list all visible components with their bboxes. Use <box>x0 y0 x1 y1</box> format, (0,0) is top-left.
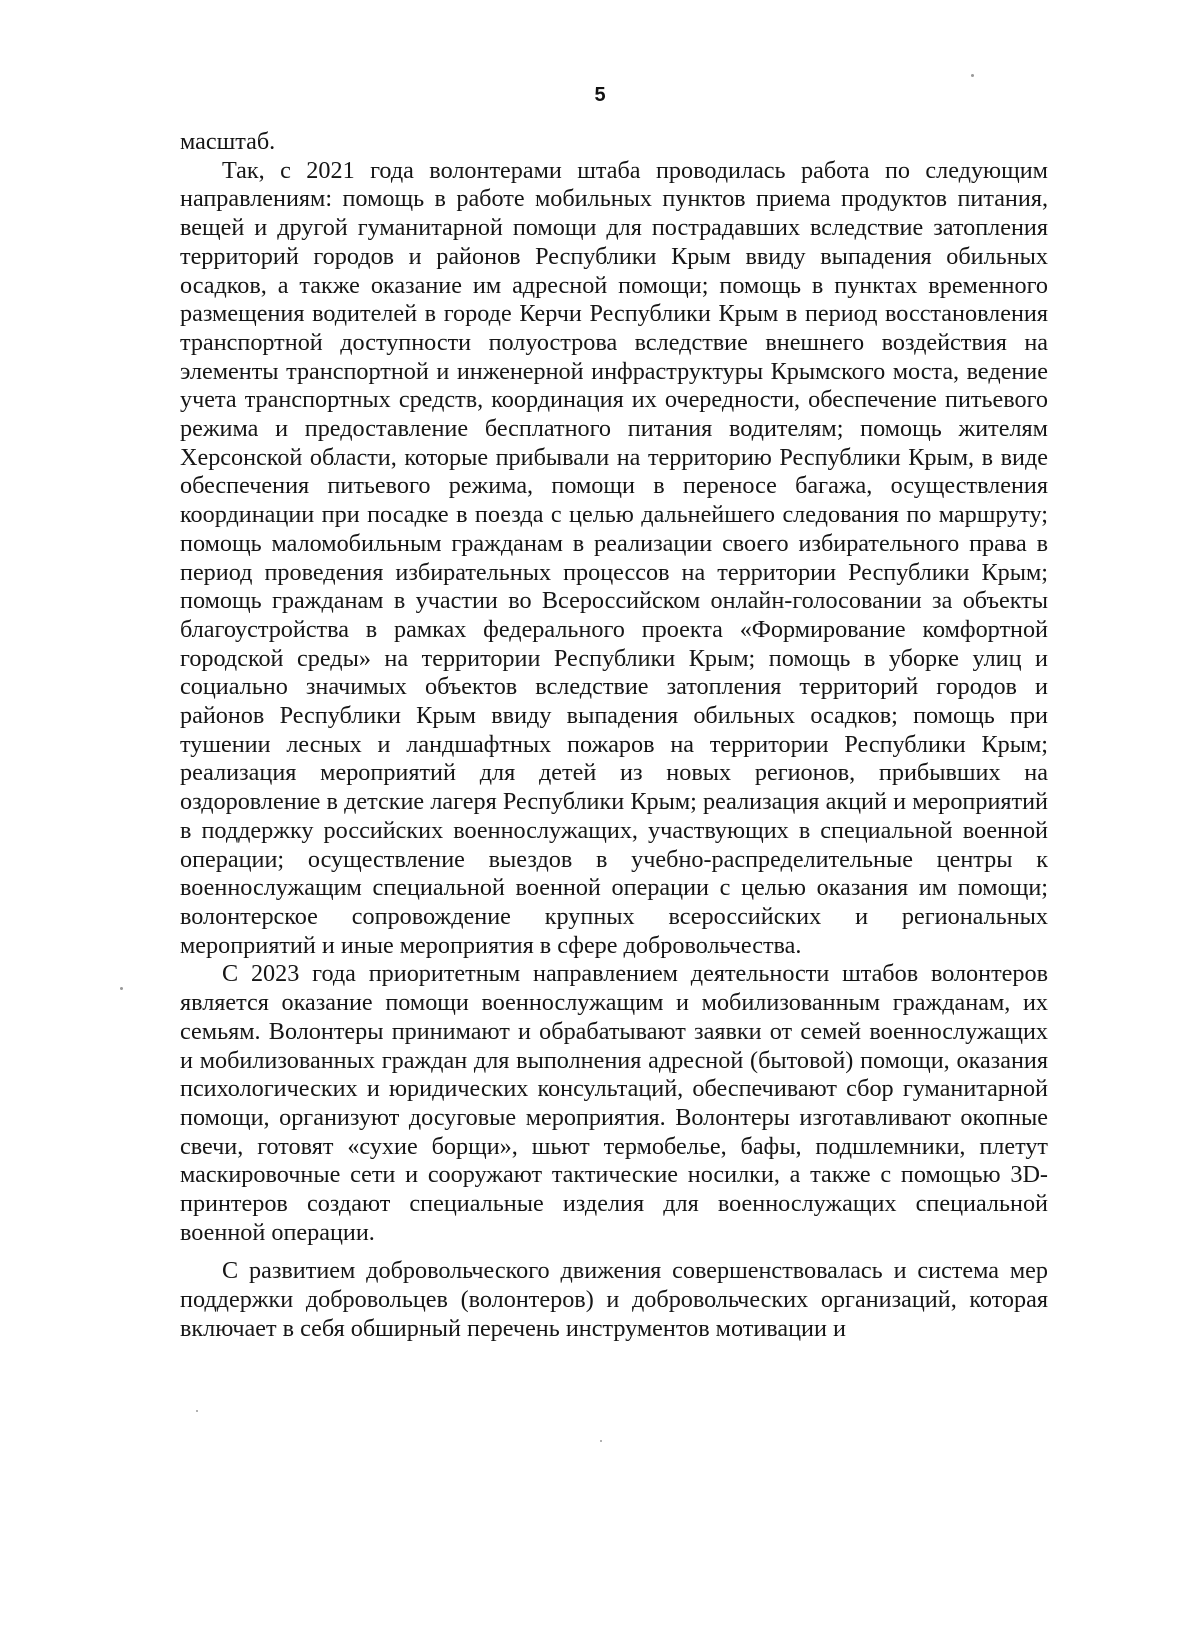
paragraph-priority-2023: С 2023 года приоритетным направлением деятельности штабов волонтеров является оказание помощи военнослужащим и мобилизованным гражданам, их семьям. Волонтеры принимают и обрабатывают заявки от семей военнослужащих и мобилизованных граждан для выполнения адресной (бытовой) помощи, оказания психологических и юридических консультаций, обеспечивают сбор гуманитарной помощи, организуют досуговые мероприятия. Волонтеры изготавливают окопные свечи, готовят «сухие борщи», шьют термобелье, бафы, подшлемники, плетут маскировочные сети и сооружают тактические носилки, а также с помощью 3D-принтеров создают специальные изделия для военнослужащих специальной военной операции. <box>180 960 1048 1246</box>
body-text <box>180 128 1048 1344</box>
scan-speck <box>600 1440 602 1442</box>
paragraph-continuation: масштаб. <box>180 128 276 155</box>
scan-speck <box>971 74 974 77</box>
paragraph-volunteer-directions: Так, с 2021 года волонтерами штаба проводилась работа по следующим направлениям: помощь в работе мобильных пунктов приема продуктов питания, вещей и другой гуманитарной помощи для пострадавших вследствие затопления территорий городов и районов Республики Крым ввиду выпадения обильных осадков, а также оказание им адресной помощи; помощь в пунктах временного размещения водителей в городе Керчи Республики Крым в период восстановления транспортной доступности полуострова вследствие внешнего воздействия на элементы транспортной и инженерной инфраструктуры Крымского моста, ведение учета транспортных средств, координация их очередности, обеспечение питьевого режима и предоставление бесплатного питания водителям; помощь жителям Херсонской области, которые прибывали на территорию Республики Крым, в виде обеспечения питьевого режима, помощи в переносе багажа, осуществления координации при посадке в поезда с целью дальнейшего следования по маршруту; помощь маломобильным гражданам в реализации своего избирательного права в период проведения избирательных процессов на территории Республики Крым; помощь гражданам в участии во Всероссийском онлайн-голосовании за объекты благоустройства в рамках федерального проекта «Формирование комфортной городской среды» на территории Республики Крым; помощь в уборке улиц и социально значимых объектов вследствие затопления территорий городов и районов Республики Крым ввиду выпадения обильных осадков; помощь при тушении лесных и ландшафтных пожаров на территории Республики Крым; реализация мероприятий для детей из новых регионов, прибывших на оздоровление в детские лагеря Республики Крым; реализация акций и мероприятий в поддержку российских военнослужащих, участвующих в специальной военной операции; осуществление выездов в учебно-распределительные центры к военнослужащим специальной военной операции с целью оказания им помощи; волонтерское сопровождение крупных всероссийских и региональных мероприятий и иные мероприятия в сфере добровольчества. <box>180 156 1048 959</box>
page-number: 5 <box>594 84 606 106</box>
paragraph-support-measures: С развитием добровольческого движения совершенствовалась и система мер поддержки добровольцев (волонтеров) и добровольческих организаций, которая включает в себя обширный перечень инструментов мотивации и <box>180 1257 1048 1342</box>
scan-speck <box>196 1410 198 1412</box>
scan-speck <box>120 987 123 990</box>
